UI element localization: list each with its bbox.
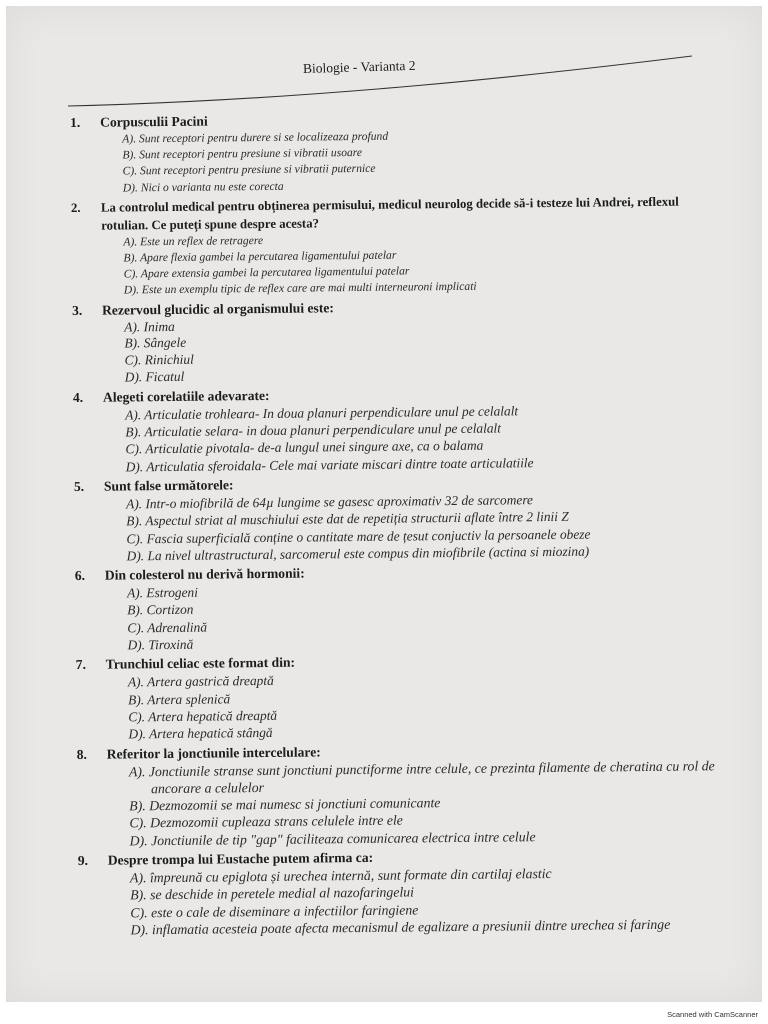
question-number: 7. <box>75 657 87 673</box>
answer-option-a: A). Articulatie trohleara- In doua planuri perpendiculare unul pe celalalt <box>125 403 519 423</box>
answer-option-c: C). Adrenalină <box>127 619 208 636</box>
answer-option-b: B). Apare flexia gambei la percutarea ligamentului patelar <box>123 248 397 265</box>
questions-list <box>70 107 719 941</box>
answer-option-b: B). Sunt receptori pentru presiune si vibratii usoare <box>122 146 363 162</box>
answer-option-b: B). Articulatie selara- in doua planuri perpendiculare unul pe celalalt <box>125 420 502 440</box>
document-page <box>6 6 762 1002</box>
answer-option-d: D). Ficatul <box>124 368 185 385</box>
answer-option-d: D). La nivel ultrastructural, sarcomerul este compus din miofibrile (actina si miozina) <box>126 543 590 564</box>
question-7 <box>76 650 717 744</box>
answer-option-d: D). Jonctiunile de tip "gap" faciliteaza comunicarea electrica intre celule <box>129 828 536 849</box>
answer-option-b: B). Cortizon <box>127 602 194 618</box>
question-4 <box>73 382 714 476</box>
question-8 <box>77 739 718 850</box>
question-text: Trunchiul celiac este format din: <box>105 655 296 673</box>
answer-option-c: C). Apare extensia gambei la percutarea ligamentului patelar <box>123 264 410 281</box>
question-text: Sunt false următorele: <box>103 477 234 494</box>
question-number: 6. <box>74 568 86 584</box>
answer-option-a: A). Estrogeni <box>126 584 199 601</box>
question-2 <box>71 192 712 300</box>
answer-option-a: A). Este un reflex de retragere <box>123 233 264 249</box>
answer-option-b: B). Dezmozomii se mai numesc si jonctiuni comunicante <box>129 795 441 814</box>
answer-option-a: A). Intr-o miofibrilă de 64µ lungime se gasesc aproximativ 32 de sarcomere <box>126 492 534 512</box>
question-number: 1. <box>70 114 81 130</box>
answer-option-a: A). Jonctiunile stranse sunt jonctiuni punctiforme intre celule, ce prezinta filamente de cheratina cu rol de ancorare a celulelor <box>128 757 715 797</box>
answer-option-d: D). Nici o varianta nu este corecta <box>122 179 284 195</box>
answer-option-c: C). Artera hepatică dreaptă <box>128 707 278 725</box>
question-1 <box>70 107 711 197</box>
answer-option-d: D). Artera hepatică stângă <box>128 725 273 742</box>
header-divider <box>66 54 706 114</box>
question-9 <box>78 845 719 939</box>
question-6 <box>75 560 716 654</box>
answer-option-c: C). Articulatie pivotala- de-a lungul unei singure axe, ca o balama <box>125 438 484 457</box>
question-text: Alegeti corelatiile adevarate: <box>102 387 270 405</box>
answer-option-a: A). Artera gastrică dreaptă <box>127 673 274 690</box>
question-number: 8. <box>76 746 87 762</box>
answer-option-b: B). Aspectul striat al muschiului este dat de repetiția structurii aflate între 2 linii Z <box>126 509 569 529</box>
question-number: 2. <box>70 200 81 215</box>
question-text: Rezervoul glucidic al organismului este: <box>101 299 334 318</box>
question-text: Despre trompa lui Eustache putem afirma ca: <box>107 849 374 868</box>
answer-option-b: B). Sângele <box>124 335 187 351</box>
question-number: 4. <box>72 389 84 405</box>
answer-option-d: D). Tiroxină <box>127 636 194 653</box>
question-text: Corpusculii Pacini <box>100 113 208 130</box>
answer-option-d: D). inflamatia acesteia poate afecta mecanismul de egalizare a presiunii dintre urechea si faringe <box>130 916 671 938</box>
answer-option-b: B). se deschide in peretele medial al nazofaringelui <box>130 884 415 903</box>
answer-option-c: C). Sunt receptori pentru presiune si vibratii puternice <box>122 162 376 178</box>
question-text: La controlul medical pentru obținerea permisului, medicul neurolog decide să-i testeze lui Andrei, reflexul rotulian. Ce puteți spune despre acesta? <box>100 194 679 233</box>
answer-option-c: C). Dezmozomii cupleaza strans celulele intre ele <box>129 813 403 831</box>
question-number: 3. <box>71 302 83 318</box>
question-text: Referitor la jonctiunile intercelulare: <box>106 743 321 762</box>
question-5 <box>74 471 715 565</box>
answer-option-d: D). Este un exemplu tipic de reflex care are mai multi interneuroni implicati <box>123 280 477 297</box>
answer-option-c: C). Fascia superficială conține o cantitate mare de țesut conjuctiv la persoanele obeze <box>126 526 591 547</box>
page-header-title: Biologie - Varianta 2 <box>302 57 416 76</box>
scanner-watermark: Scanned with CamScanner <box>667 1010 758 1019</box>
answer-option-b: B). Artera splenică <box>128 691 231 708</box>
answer-option-a: A). Inima <box>124 318 175 335</box>
question-number: 5. <box>73 478 85 494</box>
answer-option-d: D). Articulatia sferoidala- Cele mai variate miscari dintre toate articulatiile <box>125 454 534 475</box>
question-3 <box>72 295 713 387</box>
answer-option-c: C). Rinichiul <box>124 351 194 368</box>
question-number: 9. <box>77 852 89 869</box>
answer-option-a: A). Sunt receptori pentru durere si se localizeaza profund <box>122 129 389 146</box>
question-text: Din colesterol nu derivă hormonii: <box>104 565 305 583</box>
answer-option-a: A). împreună cu epiglota și urechea internă, sunt formate din cartilaj elastic <box>129 866 552 886</box>
answer-option-c: C). este o cale de diseminare a infectiilor faringiene <box>130 902 419 921</box>
